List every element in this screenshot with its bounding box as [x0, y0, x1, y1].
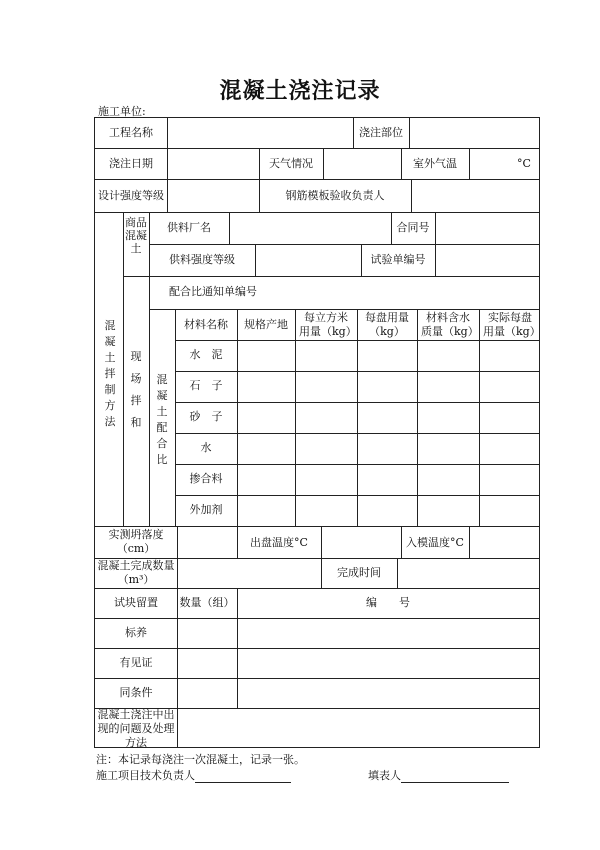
slump-label: 实测坍落度（cm） — [108, 528, 164, 555]
witnessed-label: 有见证 — [119, 656, 153, 669]
design-strength-label: 设计强度等级 — [98, 189, 164, 202]
mix-method-label: 混凝土拌制方法 — [104, 319, 116, 428]
footer-note: 注：本记录每浇注一次混凝土，记录一张。 — [96, 753, 305, 766]
pour-date-label: 浇注日期 — [109, 157, 153, 170]
material-water: 水 — [200, 441, 212, 454]
commercial-concrete-label: 商品混凝土 — [125, 216, 147, 255]
material-header-name: 材料名称 — [184, 318, 228, 331]
material-header-per-m3: 每立方米用量（kg） — [299, 311, 357, 338]
material-header-per-batch: 每盘用量（kg） — [365, 311, 409, 338]
count-groups-label: 数量（组） — [179, 596, 235, 609]
material-cement: 水 泥 — [189, 348, 223, 361]
temp-unit-label: °C — [517, 157, 531, 170]
tech-lead-line — [195, 770, 291, 783]
material-header-moisture: 材料含水质量（kg） — [421, 311, 479, 338]
record-table — [94, 117, 540, 748]
mix-notice-no-label: 配合比通知单编号 — [169, 285, 257, 298]
outlet-temp-label: 出盘温度°C — [250, 536, 308, 549]
material-header-origin: 规格产地 — [244, 318, 288, 331]
material-stone: 石 子 — [189, 379, 223, 392]
rebar-inspector-label: 钢筋模板验收负责人 — [285, 189, 385, 202]
mold-temp-label: 入模温度°C — [406, 536, 464, 549]
outdoor-temp-label: 室外气温 — [413, 157, 457, 170]
standard-cure-label: 标养 — [125, 626, 147, 639]
test-sheet-no-label: 试验单编号 — [370, 253, 426, 266]
material-additive: 外加剂 — [189, 503, 223, 516]
contract-no-label: 合同号 — [396, 221, 430, 234]
specimen-label: 试块留置 — [114, 596, 158, 609]
pour-location-label: 浇注部位 — [359, 126, 403, 139]
tech-lead-label: 施工项目技术负责人 — [96, 769, 195, 782]
material-sand: 砂 子 — [189, 410, 223, 423]
material-header-actual: 实际每盘用量（kg） — [483, 311, 541, 338]
mix-ratio-label: 混凝土配合比 — [156, 373, 168, 466]
material-admixture-mineral: 掺合料 — [189, 472, 223, 485]
weather-label: 天气情况 — [269, 157, 313, 170]
tech-lead-signature — [96, 767, 291, 783]
project-name-label: 工程名称 — [109, 126, 153, 139]
filler-label: 填表人 — [368, 769, 401, 782]
same-condition-label: 同条件 — [119, 686, 153, 699]
supply-strength-label: 供料强度等级 — [169, 253, 235, 266]
form-title: 混凝土浇注记录 — [219, 78, 381, 104]
site-mix-label: 现场拌和 — [130, 350, 142, 429]
filler-signature — [368, 767, 509, 783]
number-label: 编 号 — [366, 596, 410, 609]
finish-time-label: 完成时间 — [337, 566, 381, 579]
quantity-label: 混凝土完成数量（m³） — [97, 559, 175, 586]
supplier-label: 供料厂名 — [167, 221, 211, 234]
problems-label: 混凝土浇注中出现的问题及处理方法 — [97, 708, 175, 749]
filler-line — [401, 770, 509, 783]
construction-unit-label: 施工单位: — [98, 105, 146, 118]
